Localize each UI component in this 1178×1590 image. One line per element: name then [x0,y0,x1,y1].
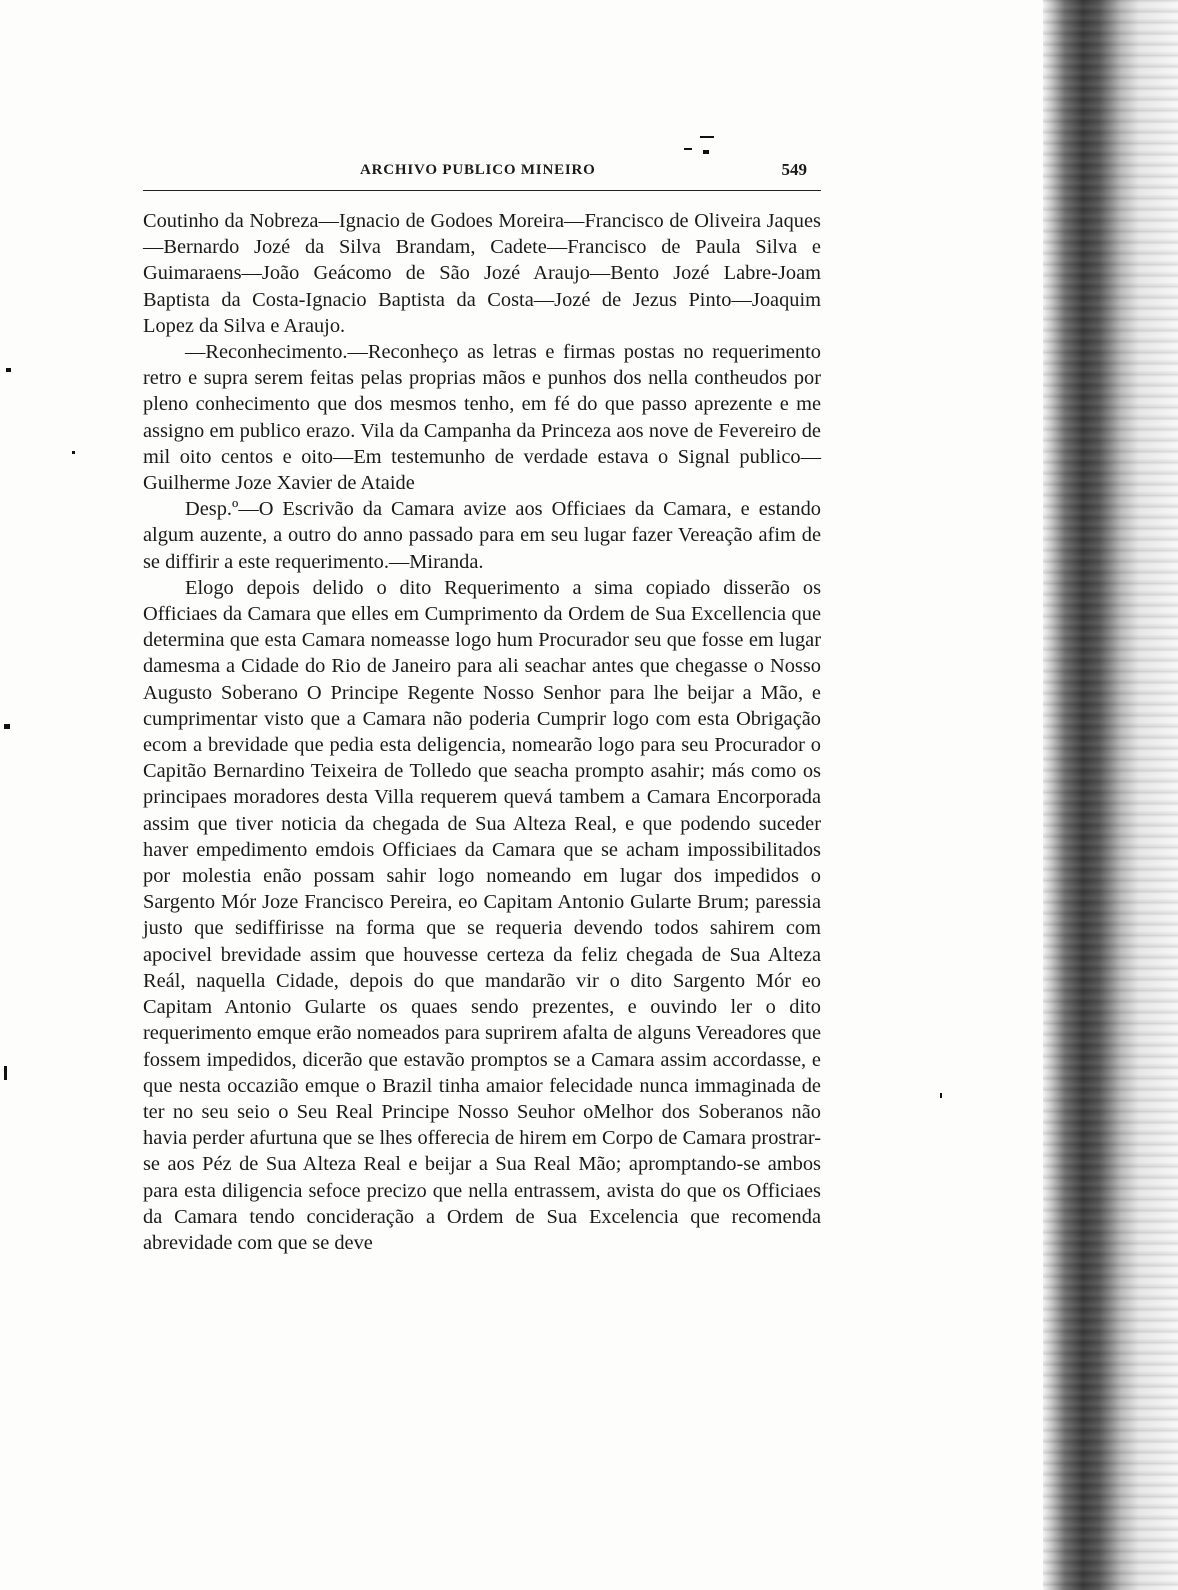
scan-mark [940,1093,942,1098]
scan-mark [700,136,714,138]
scan-mark [72,451,75,454]
scan-mark [4,724,10,729]
scan-mark [703,150,709,154]
scan-mark [6,368,11,372]
paragraph-deliberation: Elogo depois delido o dito Requerimento a sima copiado disserão os Officiaes da Camara que elles em Cumprimento da Ordem de Sua Excellencia que determina que esta Camara nomeasse logo hum Procurador seu que fosse em lugar damesma a Cidade do Rio de Janeiro para ali seachar antes que chegasse o Nosso Augusto Soberano O Principe Regente Nosso Senhor para lhe beijar a Mão, e cumprimentar visto que a Camara não poderia Cumprir logo com esta Obrigação ecom a brevidade que pedia esta deligencia, nomearão logo para seu Procurador o Capitão Bernardino Teixeira de Tolledo que seacha prompto asahir; más como os principaes moradores desta Villa requerem quevá tambem a Camara Encorporada assim que tiver noticia da chegada de Sua Alteza Real, e que podendo suceder haver empedimento emdois Officiaes da Camara que se acham impossibilitados por molestia enão possam sahir logo nomeando em lugar dos impedidos o Sargento Mór Joze Francisco Pereira, eo Capitam Antonio Gularte Brum; paressia justo que sediffirisse na forma que se requeria devendo todos sahirem com apocivel brevidade assim que houvesse certeza da feliz chegada de Sua Alteza Reál, naquella Cidade, depois do que mandarão vir o dito Sargento Mór eo Capitam Antonio Gularte os quaes sendo prezentes, e ouvindo ler o dito requerimento emque erão nomeados para suprirem afalta de alguns Vereadores que fossem impedidos, dicerão que estavão promptos se a Camara assim accordasse, e que nesta occazião emque o Brazil tinha amaior felecidade nunca immaginada de ter no seu seio o Seu Real Principe Nosso Seuhor oMelhor dos Soberanos não havia perder afurtuna que se lhes offerecia de hirem em Corpo de Camara prostrar-se aos Péz de Sua Alteza Real e beijar a Sua Real Mão; apromptando-se ambos para esta diligencia sefoce precizo que nella entrassem, avista do que os Officiaes da Camara tendo concideração a Ordem de Sua Excelencia que recomenda abrevidade com que se deve [143,576,821,1254]
page-header [143,158,807,184]
paragraph-reconhecimento: —Reconhecimento.—Reconheço as letras e firmas postas no requerimento retro e supra serem feitas pelas proprias mãos e punhos dos nella contheudos por pleno conhecimento que dos mesmos tenho, em fé do que passo aprezente e me assigno em publico erazo. Vila da Campanha da Princeza aos nove de Fevereiro de mil oito centos e oito—Em testemunho de verdade estava o Signal publico—Guilherme Joze Xavier de Ataide [143,341,821,495]
header-rule [143,190,821,191]
book-binding-edge [1043,0,1178,1590]
paragraph-signatories: Coutinho da Nobreza—Ignacio de Godoes Moreira—Francisco de Oliveira Jaques—Bernardo Jozé da Silva Brandam, Cadete—Francisco de Paula Silva e Guimaraens—João Geácomo de São Jozé Araujo—Bento Jozé Labre-Joam Baptista da Costa-Ignacio Baptista da Costa—Jozé de Jezus Pinto—Joaquim Lopez da Silva e Araujo. [143,210,821,337]
page-number: 549 [781,160,807,179]
scan-mark [684,148,692,150]
scan-mark [4,1066,7,1080]
running-title: ARCHIVO PUBLICO MINEIRO [360,162,596,178]
body-text [143,208,821,1256]
paragraph-despacho: Desp.º—O Escrivão da Camara avize aos Officiaes da Camara, e estando algum auzente, a outro do anno passado para em seu lugar fazer Vereação afim de se diffirir a este requerimento.—Miranda. [143,498,821,573]
